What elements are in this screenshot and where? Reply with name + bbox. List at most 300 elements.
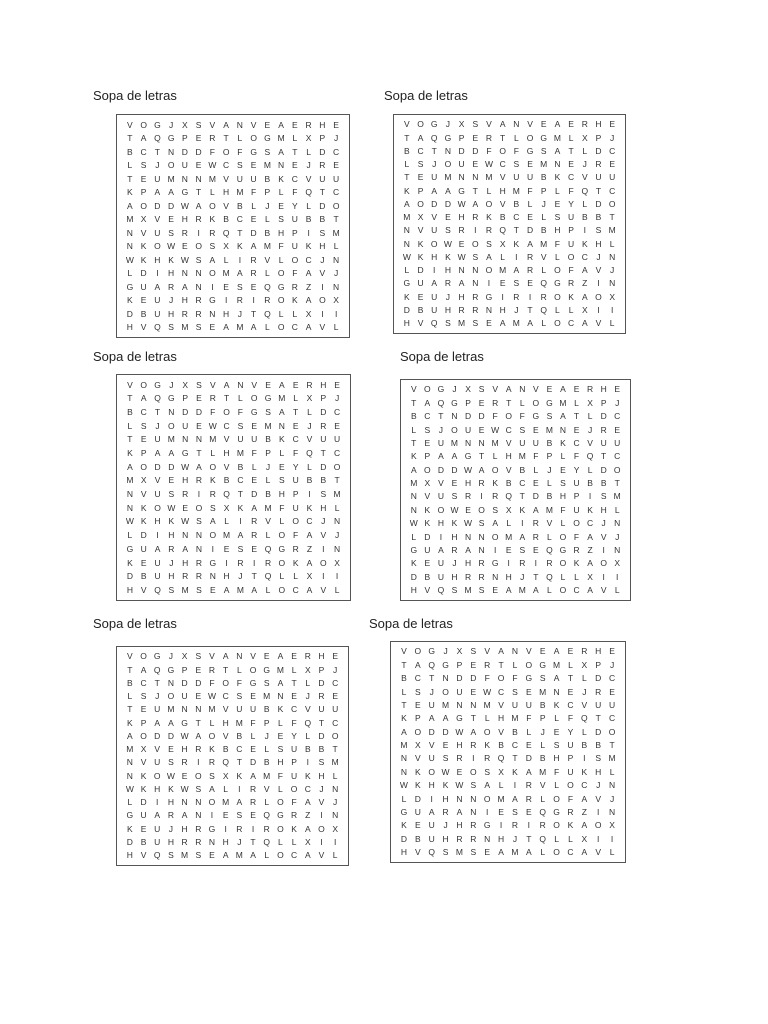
letter-cell: C [237,475,244,486]
letter-cell: W [455,780,464,791]
letter-cell: Q [539,806,546,817]
letter-cell: N [195,173,202,184]
letter-cell: A [581,820,588,831]
letter-cell: A [305,268,312,278]
puzzle-title: Sopa de letras [93,349,177,364]
letter-cell: I [439,531,443,542]
letter-cell: H [595,766,602,777]
letter-cell: L [210,187,215,197]
letter-cell: V [140,489,147,500]
letter-cell: E [609,686,615,697]
letter-cell: I [507,558,510,569]
letter-cell: M [208,704,216,715]
letter-cell: B [236,730,243,741]
letter-cell: X [306,571,313,582]
letter-cell: E [525,740,532,751]
letter-cell: K [127,295,133,305]
letter-cell: O [195,502,203,513]
letter-cell: W [409,518,418,529]
letter-cell: L [582,145,588,156]
letter-cell: S [279,475,285,486]
letter-cell: A [127,730,133,741]
letter-cell: W [180,730,189,741]
letter-cell: R [195,571,203,582]
letter-cell: M [553,659,561,670]
letter-cell: A [236,797,243,808]
letter-cell: L [127,530,133,541]
letter-cell: A [445,185,451,196]
letter-cell: V [417,318,424,329]
letter-cell: B [306,475,313,486]
letter-cell: S [512,806,518,817]
letter-cell: A [587,558,593,569]
letter-cell: R [456,833,463,844]
letter-cell: L [307,406,312,417]
letter-cell: L [333,322,339,332]
letter-cell: H [505,451,512,462]
letter-cell: O [485,198,493,209]
letter-cell: R [251,516,258,527]
letter-cell: L [540,793,546,804]
letter-cell: J [596,780,601,791]
letter-cell: L [541,212,547,223]
letter-cell: O [600,558,607,569]
letter-cell: G [168,393,175,404]
letter-cell: H [167,797,174,808]
letter-cell: T [333,214,339,224]
letter-cell: R [573,544,580,555]
letter-cell: N [478,544,485,555]
letter-cell: O [249,664,257,675]
letter-cell: L [293,571,299,582]
letter-cell: S [472,318,479,329]
letter-cell: M [559,397,567,408]
letter-cell: V [404,119,410,130]
letter-cell: A [492,518,498,529]
letter-cell: G [249,677,257,688]
letter-cell: J [169,119,174,130]
letter-cell: K [401,820,407,831]
letter-cell: D [140,797,147,808]
letter-cell: N [332,783,339,794]
letter-cell: L [541,265,547,276]
letter-cell: A [196,461,202,472]
letter-cell: J [155,420,160,431]
letter-cell: R [168,543,175,554]
letter-cell: E [209,322,216,332]
letter-cell: B [319,214,326,224]
letter-cell: E [140,823,147,834]
letter-cell: O [442,686,449,697]
letter-cell: H [559,491,567,502]
letter-cell: K [279,434,285,445]
letter-cell: T [223,393,230,404]
letter-cell: M [450,437,459,448]
letter-cell: P [539,713,546,724]
letter-cell: H [554,225,561,236]
letter-cell: L [587,464,593,475]
letter-cell: C [567,847,574,858]
letter-cell: U [428,833,435,844]
letter-cell: R [600,424,607,435]
letter-cell: E [291,691,297,702]
letter-cell: O [154,502,161,513]
letter-grid [393,114,626,334]
letter-cell: E [250,744,256,755]
letter-cell: D [195,677,202,688]
letter-cell: J [547,464,552,475]
letter-cell: L [209,717,215,728]
letter-cell: K [512,766,518,777]
letter-cell: R [587,384,594,395]
letter-cell: L [526,726,532,737]
letter-cell: G [209,295,216,305]
letter-cell: A [305,322,312,332]
letter-cell: M [181,584,189,595]
letter-cell: R [472,304,479,315]
letter-cell: S [470,847,477,858]
letter-cell: Q [540,278,548,289]
letter-cell: A [581,265,588,276]
letter-cell: I [211,543,214,554]
letter-cell: D [318,730,325,741]
letter-cell: L [278,836,283,847]
letter-cell: T [127,173,133,184]
letter-cell: E [442,740,449,751]
letter-cell: M [539,766,547,777]
letter-cell: G [525,673,533,684]
letter-cell: H [451,531,458,542]
letter-cell: M [263,691,271,702]
letter-cell: H [278,489,285,500]
letter-cell: K [140,502,147,513]
letter-cell: V [140,850,147,861]
letter-cell: C [140,406,147,417]
letter-cell: A [168,448,175,459]
letter-cell: Q [306,448,313,459]
letter-cell: U [511,699,518,710]
letter-cell: N [410,491,417,502]
letter-cell: M [608,753,616,764]
letter-cell: D [250,227,257,238]
letter-cell: H [126,322,133,332]
letter-cell: E [279,461,285,472]
letter-cell: O [277,322,285,332]
letter-cell: L [306,200,311,211]
letter-cell: V [250,651,256,662]
letter-cell: K [209,214,216,224]
letter-cell: Q [540,304,548,315]
letter-cell: K [291,823,297,834]
letter-cell: B [600,478,607,489]
letter-cell: U [140,810,147,821]
letter-cell: L [614,585,620,596]
letter-cell: C [608,713,616,724]
letter-cell: I [306,757,309,768]
letter-cell: D [403,304,410,315]
letter-cell: T [527,304,533,315]
letter-cell: M [181,322,189,332]
letter-cell: S [470,646,477,657]
letter-cell: A [140,133,147,143]
letter-cell: N [333,254,340,265]
letter-cell: E [181,770,188,781]
letter-cell: B [498,740,504,751]
letter-cell: T [127,434,133,445]
letter-cell: N [195,281,202,292]
letter-cell: O [194,770,202,781]
letter-cell: E [251,543,258,554]
letter-cell: E [223,281,229,292]
letter-cell: N [513,119,520,130]
letter-cell: R [532,518,539,529]
letter-cell: X [587,571,593,582]
letter-cell: I [210,810,214,821]
letter-cell: J [305,691,310,702]
letter-cell: O [553,793,560,804]
letter-cell: I [515,251,518,262]
letter-cell: N [236,651,243,662]
letter-cell: G [126,543,134,554]
letter-cell: V [533,384,539,395]
letter-cell: T [438,411,444,422]
letter-cell: L [264,744,270,755]
letter-cell: O [594,820,602,831]
letter-cell: L [305,677,311,688]
letter-cell: A [587,585,593,596]
letter-cell: U [319,173,326,184]
letter-cell: S [168,584,175,595]
letter-cell: E [484,847,491,858]
letter-cell: E [168,214,174,224]
letter-cell: O [478,504,485,515]
letter-cell: P [568,225,574,236]
letter-cell: R [319,160,326,170]
letter-cell: U [291,214,298,224]
letter-cell: K [140,783,147,794]
letter-cell: A [209,783,215,794]
letter-cell: J [168,823,174,834]
letter-cell: I [430,793,433,804]
letter-cell: R [470,820,477,831]
letter-cell: M [236,322,244,332]
letter-cell: A [279,379,285,390]
letter-cell: C [291,322,298,332]
letter-cell: U [236,704,243,715]
letter-grid [116,646,349,866]
letter-cell: R [209,489,216,500]
letter-cell: K [560,437,566,448]
letter-cell: F [512,673,518,684]
letter-cell: X [581,833,588,844]
letter-cell: O [250,133,257,143]
letter-cell: T [251,571,257,582]
letter-cell: K [581,766,588,777]
letter-cell: S [417,159,424,170]
letter-cell: B [265,489,271,500]
letter-cell: T [154,677,160,688]
letter-cell: O [318,823,325,834]
letter-cell: O [417,198,424,209]
letter-cell: R [513,291,520,302]
letter-cell: E [609,159,615,170]
letter-cell: N [195,543,203,554]
letter-cell: P [595,132,602,143]
letter-cell: L [554,780,559,791]
letter-cell: N [484,833,491,844]
letter-cell: Q [539,833,546,844]
letter-cell: F [279,502,285,513]
letter-cell: O [553,847,560,858]
letter-cell: R [237,557,244,568]
letter-cell: W [443,238,452,249]
letter-cell: H [464,478,472,489]
letter-cell: D [525,753,532,764]
letter-cell: E [168,744,174,755]
letter-cell: R [484,753,491,764]
letter-cell: G [546,397,553,408]
letter-cell: E [277,730,284,741]
letter-cell: X [306,393,313,404]
letter-cell: H [154,783,161,794]
letter-cell: J [452,558,457,569]
letter-cell: S [320,489,327,500]
letter-cell: J [238,571,243,582]
letter-cell: E [195,691,202,702]
letter-cell: C [581,780,588,791]
letter-cell: G [553,806,560,817]
letter-cell: N [511,646,518,657]
letter-cell: M [497,793,505,804]
letter-cell: S [168,850,174,861]
letter-cell: N [277,691,284,702]
letter-cell: U [318,704,325,715]
letter-cell: U [573,504,580,515]
letter-cell: A [305,295,312,305]
letter-cell: Q [153,664,161,675]
letter-cell: G [126,281,134,292]
letter-cell: F [573,451,580,462]
letter-cell: W [181,516,190,527]
letter-cell: C [332,717,339,728]
letter-cell: F [278,241,284,251]
letter-cell: V [305,173,312,184]
letter-cell: U [437,571,444,582]
letter-cell: I [156,530,159,541]
letter-cell: V [223,461,230,472]
letter-cell: R [458,304,465,315]
letter-cell: O [153,770,161,781]
letter-cell: R [181,836,188,847]
letter-cell: T [512,753,518,764]
letter-cell: F [277,770,283,781]
letter-cell: A [140,393,147,404]
letter-cell: U [333,173,340,184]
letter-cell: L [519,397,525,408]
letter-cell: L [568,304,574,315]
letter-cell: M [278,393,286,404]
letter-cell: A [525,766,532,777]
letter-cell: J [264,730,269,741]
letter-cell: U [332,704,339,715]
letter-cell: V [417,225,424,236]
letter-cell: V [140,584,147,595]
letter-cell: N [182,434,189,445]
letter-cell: T [404,132,410,143]
letter-cell: S [539,673,546,684]
letter-cell: U [428,820,435,831]
letter-cell: S [472,251,479,262]
letter-cell: A [560,411,566,422]
letter-cell: R [470,833,477,844]
letter-cell: V [595,318,602,329]
letter-cell: S [236,810,243,821]
letter-cell: R [581,119,588,130]
letter-cell: D [456,673,463,684]
letter-cell: L [127,797,133,808]
letter-cell: T [595,713,601,724]
letter-cell: O [319,557,327,568]
letter-cell: D [414,793,421,804]
letter-cell: J [540,726,545,737]
letter-cell: A [553,646,560,657]
letter-cell: V [540,251,547,262]
letter-cell: U [154,704,161,715]
letter-cell: Q [430,318,438,329]
letter-cell: G [491,558,499,569]
letter-cell: Z [306,281,312,292]
letter-cell: H [595,119,602,130]
letter-cell: G [526,145,534,156]
letter-cell: M [512,318,520,329]
letter-cell: U [291,770,298,781]
letter-cell: S [472,119,479,130]
letter-cell: H [168,530,175,541]
letter-cell: R [250,268,257,278]
letter-cell: C [614,411,621,422]
letter-cell: L [574,397,579,408]
letter-cell: U [236,173,243,184]
letter-cell: W [166,770,175,781]
letter-cell: V [263,783,270,794]
letter-cell: A [222,651,229,662]
letter-cell: S [195,119,202,130]
letter-cell: C [614,451,621,462]
letter-cell: N [209,571,216,582]
letter-cell: Q [154,584,161,595]
letter-cell: L [411,424,417,435]
letter-cell: N [456,793,463,804]
letter-cell: N [195,810,202,821]
letter-cell: X [334,557,340,568]
letter-cell: V [209,119,216,130]
letter-cell: R [525,793,532,804]
letter-cell: K [292,295,298,305]
letter-cell: J [445,119,451,130]
letter-cell: U [525,699,532,710]
letter-cell: E [609,119,615,130]
letter-cell: S [595,225,602,236]
letter-cell: R [567,806,574,817]
letter-cell: D [167,730,174,741]
letter-cell: U [140,281,147,292]
letter-cell: X [140,475,147,486]
letter-cell: F [533,451,539,462]
letter-cell: G [400,806,408,817]
letter-cell: L [540,847,546,858]
letter-cell: E [222,810,229,821]
letter-cell: D [444,198,451,209]
